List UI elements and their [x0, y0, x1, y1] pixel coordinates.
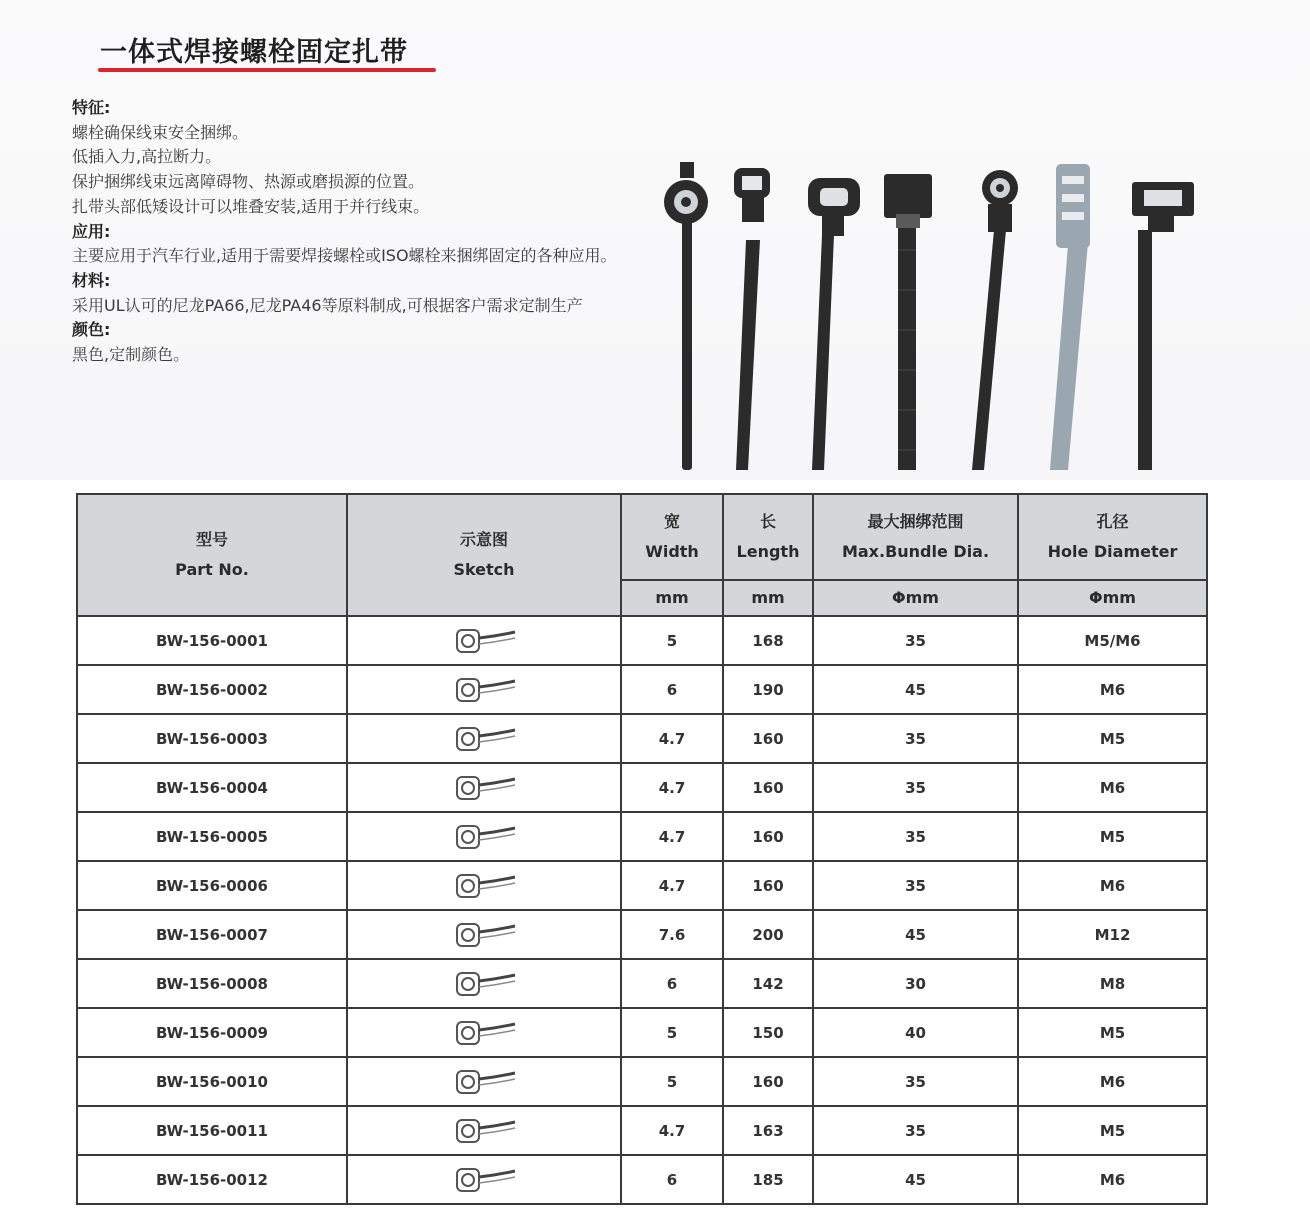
- hole-diameter-cell: M5: [1018, 714, 1207, 763]
- part-no-cell: BW-156-0011: [77, 1106, 347, 1155]
- part-no-cell: BW-156-0008: [77, 959, 347, 1008]
- cable-tie-2: [734, 168, 770, 470]
- sketch-cell: [347, 1008, 621, 1057]
- part-no-cell: BW-156-0004: [77, 763, 347, 812]
- length-cell: 185: [723, 1155, 813, 1204]
- table-row: [77, 1008, 1207, 1057]
- tie-sketch-icon: [449, 965, 519, 1003]
- page-title: 一体式焊接螺栓固定扎带: [100, 37, 408, 68]
- product-photo: [650, 150, 1210, 480]
- length-cell: 142: [723, 959, 813, 1008]
- color-heading: 颜色:: [72, 320, 111, 340]
- cable-tie-7: [1132, 182, 1194, 470]
- material-text: 采用UL认可的尼龙PA66,尼龙PA46等原料制成,可根据客户需求定制生产: [72, 295, 583, 315]
- length-cell: 168: [723, 616, 813, 665]
- cable-tie-4: [884, 174, 932, 470]
- part-no-cell: BW-156-0012: [77, 1155, 347, 1204]
- part-no-cell: BW-156-0006: [77, 861, 347, 910]
- title-underline: [98, 68, 436, 72]
- bundle-dia-cell: 35: [813, 861, 1018, 910]
- hole-diameter-cell: M6: [1018, 665, 1207, 714]
- bundle-dia-cell: 30: [813, 959, 1018, 1008]
- hole-diameter-cell: M6: [1018, 1057, 1207, 1106]
- width-cell: 4.7: [621, 714, 723, 763]
- sketch-cell: [347, 714, 621, 763]
- bundle-dia-cell: 35: [813, 1106, 1018, 1155]
- hole-diameter-cell: M5: [1018, 1106, 1207, 1155]
- width-cell: 6: [621, 959, 723, 1008]
- width-cell: 6: [621, 1155, 723, 1204]
- length-cell: 200: [723, 910, 813, 959]
- hole-diameter-cell: M6: [1018, 763, 1207, 812]
- hole-diameter-cell: M8: [1018, 959, 1207, 1008]
- length-cell: 150: [723, 1008, 813, 1057]
- bundle-dia-cell: 35: [813, 812, 1018, 861]
- sketch-cell: [347, 763, 621, 812]
- application-text: 主要应用于汽车行业,适用于需要焊接螺栓或ISO螺栓来捆绑固定的各种应用。: [72, 246, 617, 266]
- header-bundle-dia: 最大捆绑范围 Max.Bundle Dia.: [813, 494, 1018, 580]
- feature-line: 扎带头部低矮设计可以堆叠安装,适用于并行线束。: [72, 196, 430, 216]
- length-cell: 163: [723, 1106, 813, 1155]
- table-row: [77, 665, 1207, 714]
- header-part-no: 型号 Part No.: [77, 494, 347, 616]
- part-no-cell: BW-156-0009: [77, 1008, 347, 1057]
- sketch-cell: [347, 1057, 621, 1106]
- part-no-cell: BW-156-0005: [77, 812, 347, 861]
- sketch-cell: [347, 910, 621, 959]
- tie-sketch-icon: [449, 818, 519, 856]
- tie-sketch-icon: [449, 867, 519, 905]
- bundle-dia-cell: 45: [813, 665, 1018, 714]
- material-heading: 材料:: [72, 270, 111, 290]
- hole-diameter-cell: M5: [1018, 1008, 1207, 1057]
- part-no-cell: BW-156-0007: [77, 910, 347, 959]
- header-row: [77, 494, 1207, 580]
- color-text: 黑色,定制颜色。: [72, 345, 190, 365]
- feature-line: 低插入力,高拉断力。: [72, 147, 222, 167]
- table-row: [77, 763, 1207, 812]
- header-length: 长 Length: [723, 494, 813, 580]
- sketch-cell: [347, 1106, 621, 1155]
- cable-tie-5: [972, 170, 1018, 470]
- width-cell: 4.7: [621, 763, 723, 812]
- unit-length: mm: [723, 580, 813, 616]
- width-cell: 5: [621, 616, 723, 665]
- feature-line: 保护捆绑线束远离障碍物、热源或磨损源的位置。: [72, 172, 425, 192]
- length-cell: 160: [723, 763, 813, 812]
- hole-diameter-cell: M5/M6: [1018, 616, 1207, 665]
- part-no-cell: BW-156-0010: [77, 1057, 347, 1106]
- sketch-cell: [347, 1155, 621, 1204]
- tie-sketch-icon: [449, 769, 519, 807]
- part-no-cell: BW-156-0001: [77, 616, 347, 665]
- sketch-cell: [347, 616, 621, 665]
- tie-sketch-icon: [449, 671, 519, 709]
- header-sketch: 示意图 Sketch: [347, 494, 621, 616]
- bundle-dia-cell: 35: [813, 714, 1018, 763]
- length-cell: 160: [723, 861, 813, 910]
- length-cell: 160: [723, 1057, 813, 1106]
- header-hole-diameter: 孔径 Hole Diameter: [1018, 494, 1207, 580]
- bundle-dia-cell: 45: [813, 910, 1018, 959]
- tie-sketch-icon: [449, 1014, 519, 1052]
- features-heading: 特征:: [72, 98, 111, 117]
- cable-tie-6: [1050, 164, 1090, 470]
- width-cell: 4.7: [621, 861, 723, 910]
- sketch-cell: [347, 861, 621, 910]
- table-row: [77, 1155, 1207, 1204]
- bundle-dia-cell: 45: [813, 1155, 1018, 1204]
- sketch-cell: [347, 665, 621, 714]
- table-row: [77, 910, 1207, 959]
- width-cell: 4.7: [621, 1106, 723, 1155]
- unit-bundle: Φmm: [813, 580, 1018, 616]
- bundle-dia-cell: 35: [813, 1057, 1018, 1106]
- tie-sketch-icon: [449, 720, 519, 758]
- sketch-cell: [347, 812, 621, 861]
- width-cell: 5: [621, 1008, 723, 1057]
- part-no-cell: BW-156-0003: [77, 714, 347, 763]
- length-cell: 160: [723, 812, 813, 861]
- hole-diameter-cell: M12: [1018, 910, 1207, 959]
- tie-sketch-icon: [449, 1161, 519, 1199]
- width-cell: 7.6: [621, 910, 723, 959]
- tie-sketch-icon: [449, 1063, 519, 1101]
- unit-width: mm: [621, 580, 723, 616]
- specification-table: [76, 493, 1208, 1205]
- unit-hole: Φmm: [1018, 580, 1207, 616]
- sketch-cell: [347, 959, 621, 1008]
- width-cell: 4.7: [621, 812, 723, 861]
- cable-tie-3: [808, 178, 860, 470]
- bundle-dia-cell: 35: [813, 763, 1018, 812]
- width-cell: 6: [621, 665, 723, 714]
- table-row: [77, 861, 1207, 910]
- tie-sketch-icon: [449, 1112, 519, 1150]
- bundle-dia-cell: 35: [813, 616, 1018, 665]
- width-cell: 5: [621, 1057, 723, 1106]
- table-row: [77, 959, 1207, 1008]
- table-row: [77, 714, 1207, 763]
- cable-tie-1: [664, 162, 708, 470]
- bundle-dia-cell: 40: [813, 1008, 1018, 1057]
- header-width: 宽 Width: [621, 494, 723, 580]
- hole-diameter-cell: M6: [1018, 861, 1207, 910]
- hole-diameter-cell: M6: [1018, 1155, 1207, 1204]
- feature-line: 螺栓确保线束安全捆绑。: [72, 122, 249, 142]
- application-heading: 应用:: [72, 221, 111, 241]
- length-cell: 160: [723, 714, 813, 763]
- hole-diameter-cell: M5: [1018, 812, 1207, 861]
- part-no-cell: BW-156-0002: [77, 665, 347, 714]
- feature-description: [72, 96, 637, 368]
- table-row: [77, 1057, 1207, 1106]
- tie-sketch-icon: [449, 916, 519, 954]
- table-row: [77, 1106, 1207, 1155]
- tie-sketch-icon: [449, 622, 519, 660]
- length-cell: 190: [723, 665, 813, 714]
- table-row: [77, 616, 1207, 665]
- table-row: [77, 812, 1207, 861]
